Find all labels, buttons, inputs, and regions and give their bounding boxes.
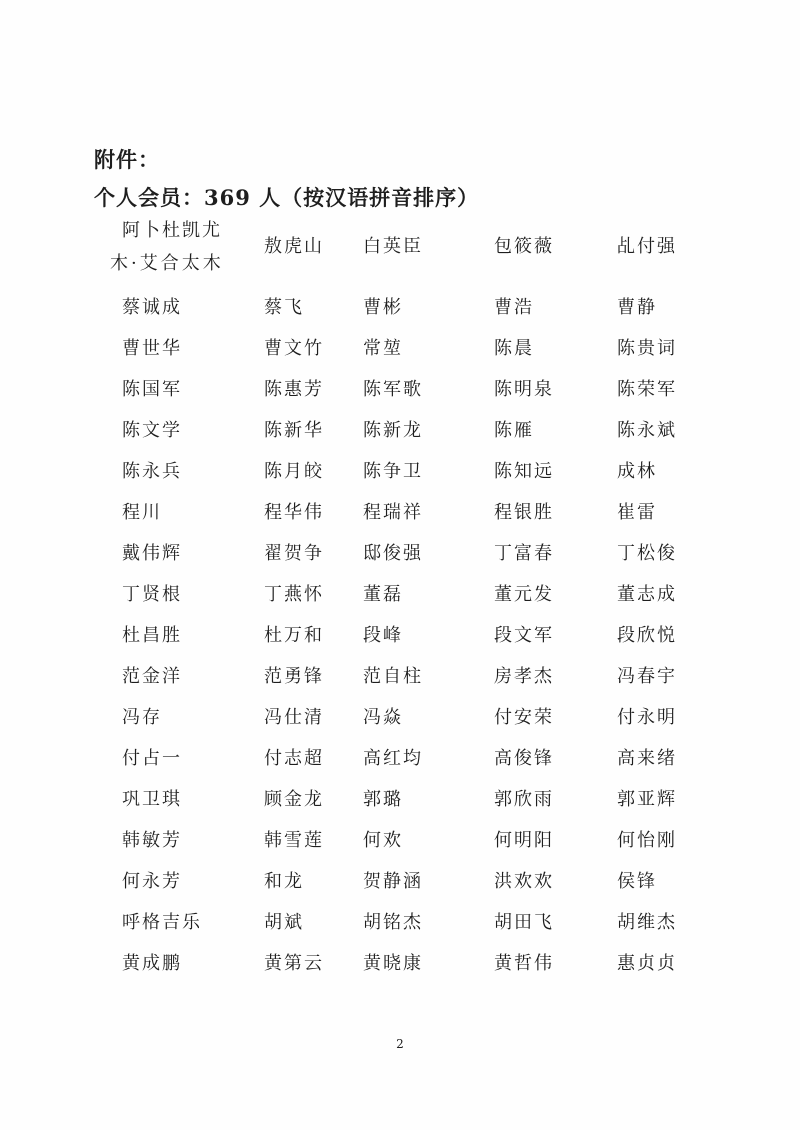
member-name: 洪欢欢: [494, 871, 554, 892]
member-name: 杜万和: [264, 625, 324, 646]
member-name: 曹世华: [122, 338, 182, 359]
member-name: 胡维杰: [617, 912, 677, 933]
member-name: 白英臣: [363, 236, 423, 257]
member-name: 顾金龙: [264, 789, 324, 810]
member-name: 黄成鹏: [122, 953, 182, 974]
member-name: 曹静: [617, 297, 657, 318]
member-name: 范勇锋: [264, 666, 324, 687]
member-name: 何永芳: [122, 871, 182, 892]
member-name: 陈国军: [122, 379, 182, 400]
member-name: 韩敏芳: [122, 830, 182, 851]
member-name: 付志超: [264, 748, 324, 769]
member-name: 陈雁: [494, 420, 534, 441]
member-name: 曹浩: [494, 297, 534, 318]
member-name: 曹彬: [363, 297, 403, 318]
member-name: 高来绪: [617, 748, 677, 769]
member-name: 敖虎山: [264, 236, 324, 257]
member-name: 范自柱: [363, 666, 423, 687]
member-name: 陈荣军: [617, 379, 677, 400]
member-name: 戴伟辉: [122, 543, 182, 564]
member-name: 胡田飞: [494, 912, 554, 933]
member-name: 巩卫琪: [122, 789, 182, 810]
member-name: 黄晓康: [363, 953, 423, 974]
member-name: 蔡飞: [264, 297, 304, 318]
member-name: 高红均: [363, 748, 423, 769]
member-name: 段欣悦: [617, 625, 677, 646]
member-name: 陈军歌: [363, 379, 423, 400]
member-name: 丁富春: [494, 543, 554, 564]
member-name: 陈文学: [122, 420, 182, 441]
member-name: 包筱薇: [494, 236, 554, 257]
member-name: 黄第云: [264, 953, 324, 974]
member-name: 陈争卫: [363, 461, 423, 482]
member-name: 段峰: [363, 625, 403, 646]
member-name: 范金洋: [122, 666, 182, 687]
member-name: 段文军: [494, 625, 554, 646]
member-name: 翟贺争: [264, 543, 324, 564]
member-name: 和龙: [264, 871, 304, 892]
member-name: 侯锋: [617, 871, 657, 892]
member-name: 付安荣: [494, 707, 554, 728]
member-name: 冯仕清: [264, 707, 324, 728]
member-name: 何怡刚: [617, 830, 677, 851]
member-name: 常堃: [363, 338, 403, 359]
member-name: 黄哲伟: [494, 953, 554, 974]
member-name: 程瑞祥: [363, 502, 423, 523]
member-name: 陈新龙: [363, 420, 423, 441]
member-name: 郭亚辉: [617, 789, 677, 810]
member-name: 陈新华: [264, 420, 324, 441]
member-name: 成林: [617, 461, 657, 482]
member-name: 邸俊强: [363, 543, 423, 564]
page-number: 2: [396, 1037, 404, 1051]
member-name: 何欢: [363, 830, 403, 851]
member-name: 付占一: [122, 748, 182, 769]
member-name: 冯焱: [363, 707, 403, 728]
member-name: [110, 220, 224, 275]
member-name: 陈明泉: [494, 379, 554, 400]
section-title: 个人会员：369 人（按汉语拼音排序）: [94, 185, 480, 210]
member-name: 胡铭杰: [363, 912, 423, 933]
member-name: 贺静涵: [363, 871, 423, 892]
member-name: 程川: [122, 502, 162, 523]
member-name: 陈月皎: [264, 461, 324, 482]
member-name: 郭欣雨: [494, 789, 554, 810]
member-name: 程华伟: [264, 502, 324, 523]
member-name: 房孝杰: [494, 666, 554, 687]
attachment-label: 附件：: [94, 147, 160, 172]
member-name: 程银胜: [494, 502, 554, 523]
member-name: 乩付强: [617, 236, 677, 257]
member-name: 惠贞贞: [617, 953, 677, 974]
member-name: 高俊锋: [494, 748, 554, 769]
member-name: 陈永兵: [122, 461, 182, 482]
member-name: 胡斌: [264, 912, 304, 933]
member-name: 冯春宇: [617, 666, 677, 687]
member-name: 丁贤根: [122, 584, 182, 605]
member-name: 董元发: [494, 584, 554, 605]
member-name-line-2: 木·艾合太木: [110, 253, 224, 274]
member-name: 郭璐: [363, 789, 403, 810]
member-name: 董志成: [617, 584, 677, 605]
member-name-line-1: 阿卜杜凯尤: [122, 220, 222, 241]
member-name: 韩雪莲: [264, 830, 324, 851]
member-name: 陈知远: [494, 461, 554, 482]
member-name: 陈永斌: [617, 420, 677, 441]
member-name: 丁燕怀: [264, 584, 324, 605]
member-name: 陈惠芳: [264, 379, 324, 400]
member-name: 董磊: [363, 584, 403, 605]
member-name: 崔雷: [617, 502, 657, 523]
member-name: 冯存: [122, 707, 162, 728]
member-name: 陈贵词: [617, 338, 677, 359]
member-name: 陈晨: [494, 338, 534, 359]
member-name: 曹文竹: [264, 338, 324, 359]
member-name: 杜昌胜: [122, 625, 182, 646]
member-name: 付永明: [617, 707, 677, 728]
member-name: 蔡诚成: [122, 297, 182, 318]
member-name: 丁松俊: [617, 543, 677, 564]
member-name: 呼格吉乐: [122, 912, 202, 933]
member-name: 何明阳: [494, 830, 554, 851]
